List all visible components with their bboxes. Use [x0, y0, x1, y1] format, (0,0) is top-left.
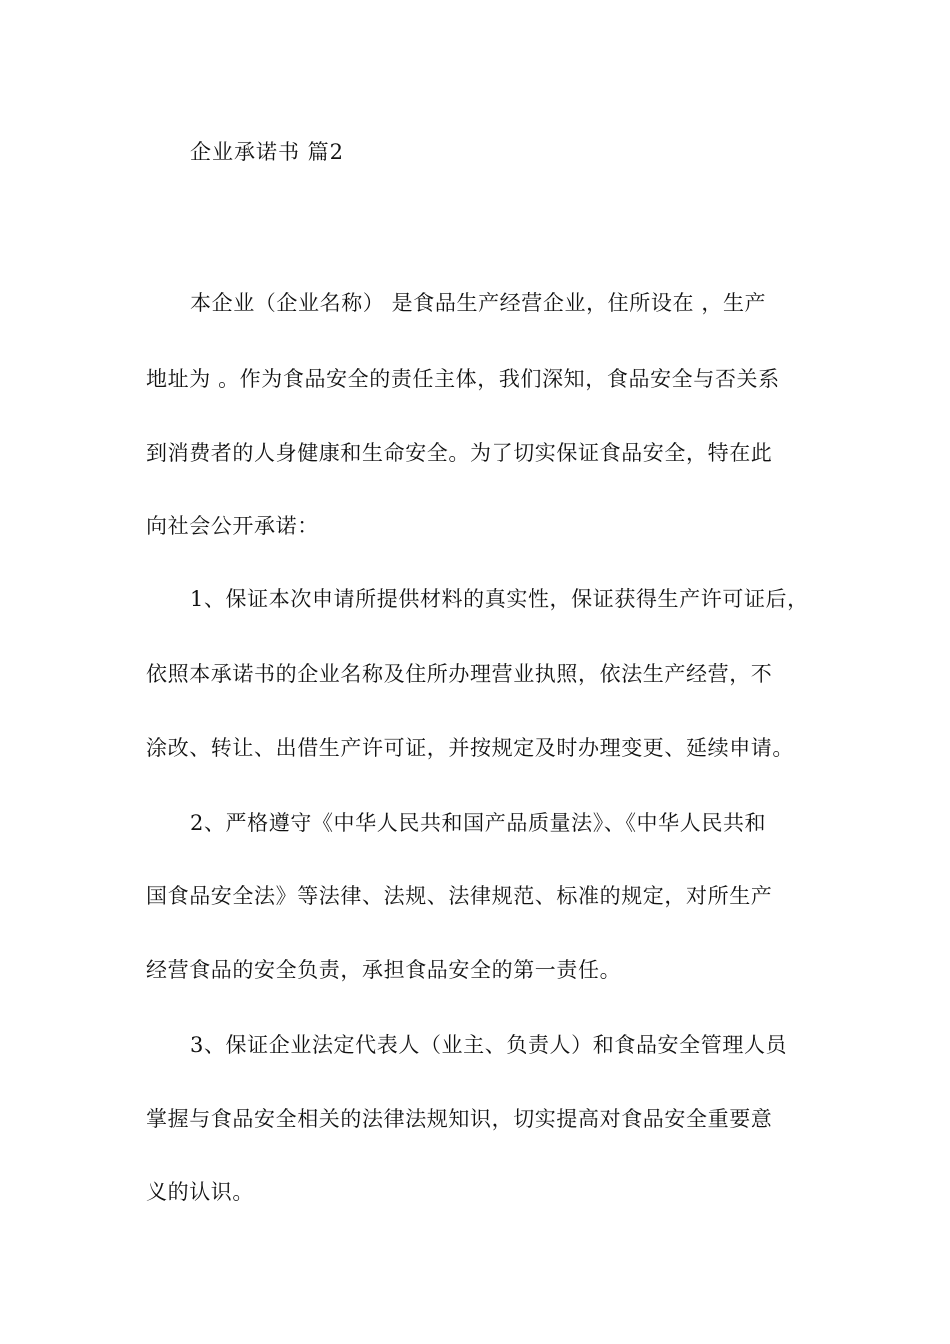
paragraph-line: 涂改、转让、出借生产许可证，并按规定及时办理变更、延续申请。	[146, 736, 794, 760]
paragraph-line: 到消费者的人身健康和生命安全。为了切实保证食品安全，特在此	[146, 441, 773, 465]
paragraph-line: 国食品安全法》等法律、法规、法律规范、标准的规定，对所生产	[146, 884, 773, 908]
paragraph-line: 向社会公开承诺：	[146, 514, 319, 538]
paragraph-line: 3、保证企业法定代表人（业主、负责人）和食品安全管理人员	[190, 1033, 788, 1057]
paragraph-line: 1、保证本次申请所提供材料的真实性，保证获得生产许可证后，	[190, 587, 809, 611]
paragraph-line: 依照本承诺书的企业名称及住所办理营业执照，依法生产经营，不	[146, 662, 773, 686]
paragraph-line: 义的认识。	[146, 1180, 254, 1204]
paragraph-line: 本企业（企业名称） 是食品生产经营企业，住所设在 ，生产	[190, 291, 767, 315]
paragraph-line: 掌握与食品安全相关的法律法规知识，切实提高对食品安全重要意	[146, 1107, 773, 1131]
document-heading: 企业承诺书 篇2	[190, 140, 345, 164]
paragraph-line: 地址为 。作为食品安全的责任主体，我们深知，食品安全与否关系	[146, 367, 780, 391]
paragraph-line: 经营食品的安全负责，承担食品安全的第一责任。	[146, 958, 622, 982]
paragraph-line: 2、严格遵守《中华人民共和国产品质量法》、《中华人民共和	[190, 811, 767, 835]
